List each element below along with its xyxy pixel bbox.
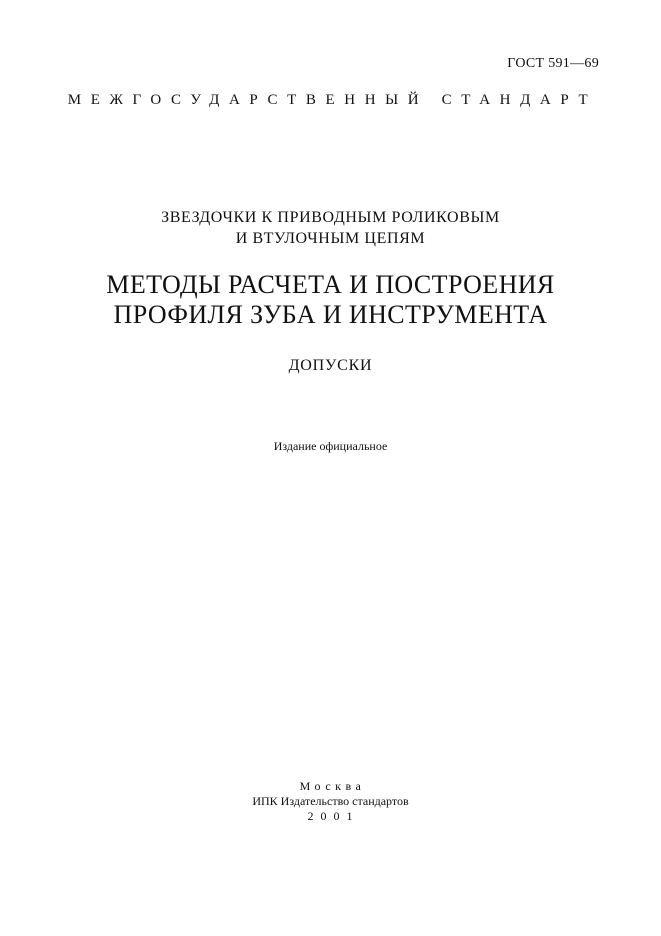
title-line-2: ПРОФИЛЯ ЗУБА И ИНСТРУМЕНТА [113, 300, 548, 329]
publisher-city: Москва [299, 779, 366, 793]
edition-note: Издание официальное [273, 439, 388, 453]
subtitle-line-1: ЗВЕЗДОЧКИ К ПРИВОДНЫМ РОЛИКОВЫМ [161, 209, 500, 226]
publication-year: 2001 [307, 809, 360, 823]
standard-type-heading: МЕЖГОСУДАРСТВЕННЫЙ СТАНДАРТ [67, 92, 598, 108]
document-subtitle [0, 207, 661, 249]
publisher-name: ИПК Издательство стандартов [252, 794, 409, 808]
subtitle-line-2: И ВТУЛОЧНЫМ ЦЕПЯМ [235, 230, 426, 247]
document-code: ГОСТ 591—69 [507, 56, 599, 71]
publisher-block [0, 779, 661, 824]
document-title [0, 270, 661, 330]
section-heading: ДОПУСКИ [288, 357, 373, 374]
title-line-1: МЕТОДЫ РАСЧЕТА И ПОСТРОЕНИЯ [106, 270, 555, 299]
